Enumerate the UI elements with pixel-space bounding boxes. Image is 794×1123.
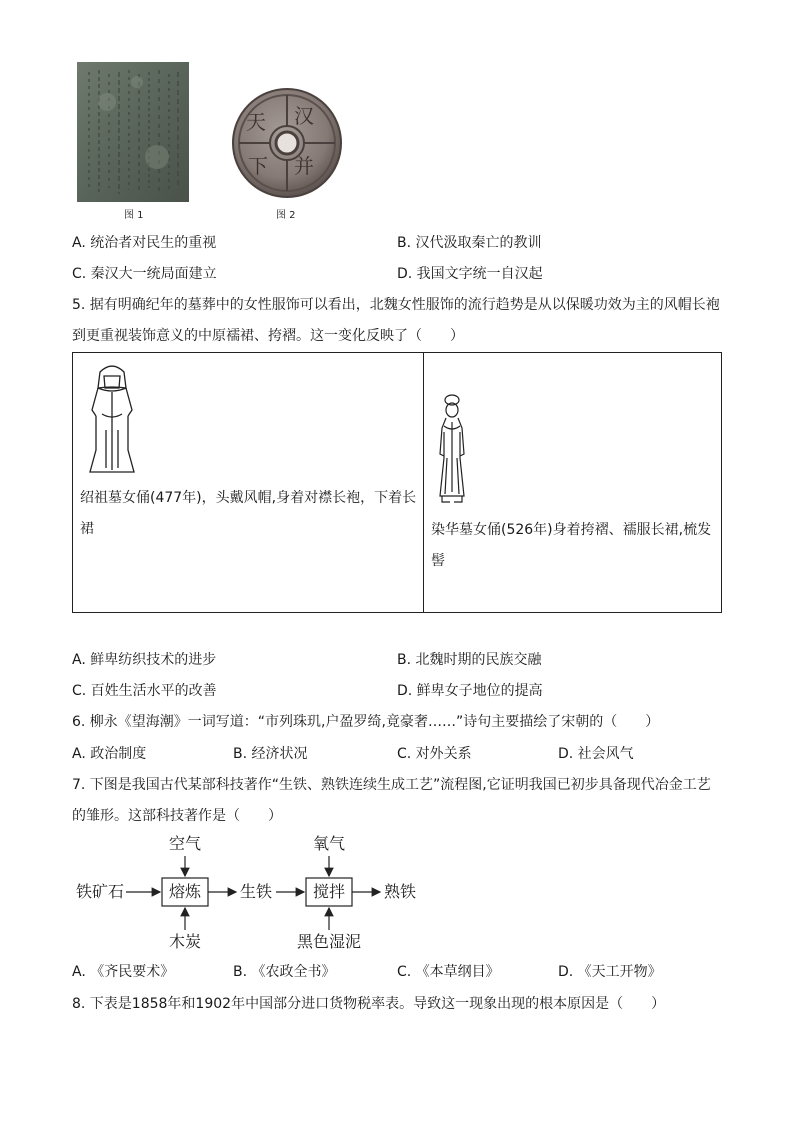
flow-stir-box-label: 搅拌 [313, 882, 346, 901]
coin-char-bottom-left: 下 [248, 154, 268, 178]
q7-flowchart [72, 832, 432, 958]
q7-stem-line-2: 的雏形。这部科技著作是（ ） [72, 808, 282, 824]
q5-stem-line-1: 5. 据有明确纪年的墓葬中的女性服饰可以看出，北魏女性服饰的流行趋势是从以保暖功效为主的风帽长袍 [72, 297, 720, 313]
q5-option-c: C. 百姓生活水平的改善 [72, 683, 217, 699]
q5-table-divider [423, 352, 424, 612]
q6-option-c: C. 对外关系 [397, 746, 472, 762]
figure-2-caption: 图 2 [276, 210, 296, 221]
coin-char-bottom-right: 并 [294, 154, 314, 178]
q4-option-b: B. 汉代汲取秦亡的教训 [397, 235, 542, 251]
figure-2-coin-image [232, 88, 342, 198]
q5-option-b: B. 北魏时期的民族交融 [397, 652, 542, 668]
figurine-ranhua-image [432, 392, 472, 506]
figure-1-stele-image [77, 62, 189, 202]
flow-wrought-iron-label: 熟铁 [384, 882, 417, 901]
q5-figure-table [72, 352, 722, 613]
q6-option-a: A. 政治制度 [72, 746, 147, 762]
q7-option-b: B. 《农政全书》 [233, 964, 336, 980]
q5-right-caption-line-2: 髻 [431, 553, 445, 569]
flow-air-label: 空气 [169, 834, 202, 853]
q5-stem-line-2: 到更重视装饰意义的中原襦裙、挎褶。这一变化反映了（ ） [72, 328, 464, 344]
q4-option-c: C. 秦汉大一统局面建立 [72, 266, 217, 282]
q7-stem-line-1: 7. 下图是我国古代某部科技著作“生铁、熟铁连续生成工艺”流程图,它证明我国已初步具备现代冶金工艺 [72, 777, 711, 793]
q7-option-a: A. 《齐民要术》 [72, 964, 175, 980]
q6-option-b: B. 经济状况 [233, 746, 308, 762]
q8-stem: 8. 下表是1858年和1902年中国部分进口货物税率表。导致这一现象出现的根本原因是（ ） [72, 996, 666, 1012]
q5-option-d: D. 鲜卑女子地位的提高 [397, 683, 543, 699]
flow-ore-label: 铁矿石 [76, 882, 125, 901]
flow-oxygen-label: 氧气 [313, 834, 346, 853]
q5-option-a: A. 鲜卑纺织技术的进步 [72, 652, 217, 668]
figurine-shaozu-image [84, 360, 140, 478]
flow-pig-iron-label: 生铁 [240, 882, 273, 901]
coin-char-top-left: 天 [246, 110, 266, 134]
flow-smelt-box-label: 熔炼 [169, 882, 202, 901]
q6-stem: 6. 柳永《望海潮》一词写道：“市列珠玑,户盈罗绮,竟豪奢……”诗句主要描绘了宋朝的（ ） [72, 714, 660, 730]
flow-charcoal-label: 木炭 [169, 932, 202, 951]
q5-right-caption-line-1: 染华墓女俑(526年)身着挎褶、襦服长裙,梳发 [431, 522, 712, 538]
q4-option-d: D. 我国文字统一自汉起 [397, 266, 543, 282]
flow-mud-label: 黑色湿泥 [297, 932, 362, 951]
coin-char-top-right: 汉 [294, 104, 314, 128]
q5-left-caption-line-2: 裙 [80, 521, 94, 537]
q5-left-caption-line-1: 绍祖墓女俑(477年)，头戴风帽,身着对襟长袍，下着长 [80, 490, 417, 506]
q7-option-c: C. 《本草纲目》 [397, 964, 500, 980]
q6-option-d: D. 社会风气 [558, 746, 634, 762]
figure-1-caption: 图 1 [124, 210, 144, 221]
q7-option-d: D. 《天工开物》 [558, 964, 662, 980]
q4-option-a: A. 统治者对民生的重视 [72, 235, 217, 251]
